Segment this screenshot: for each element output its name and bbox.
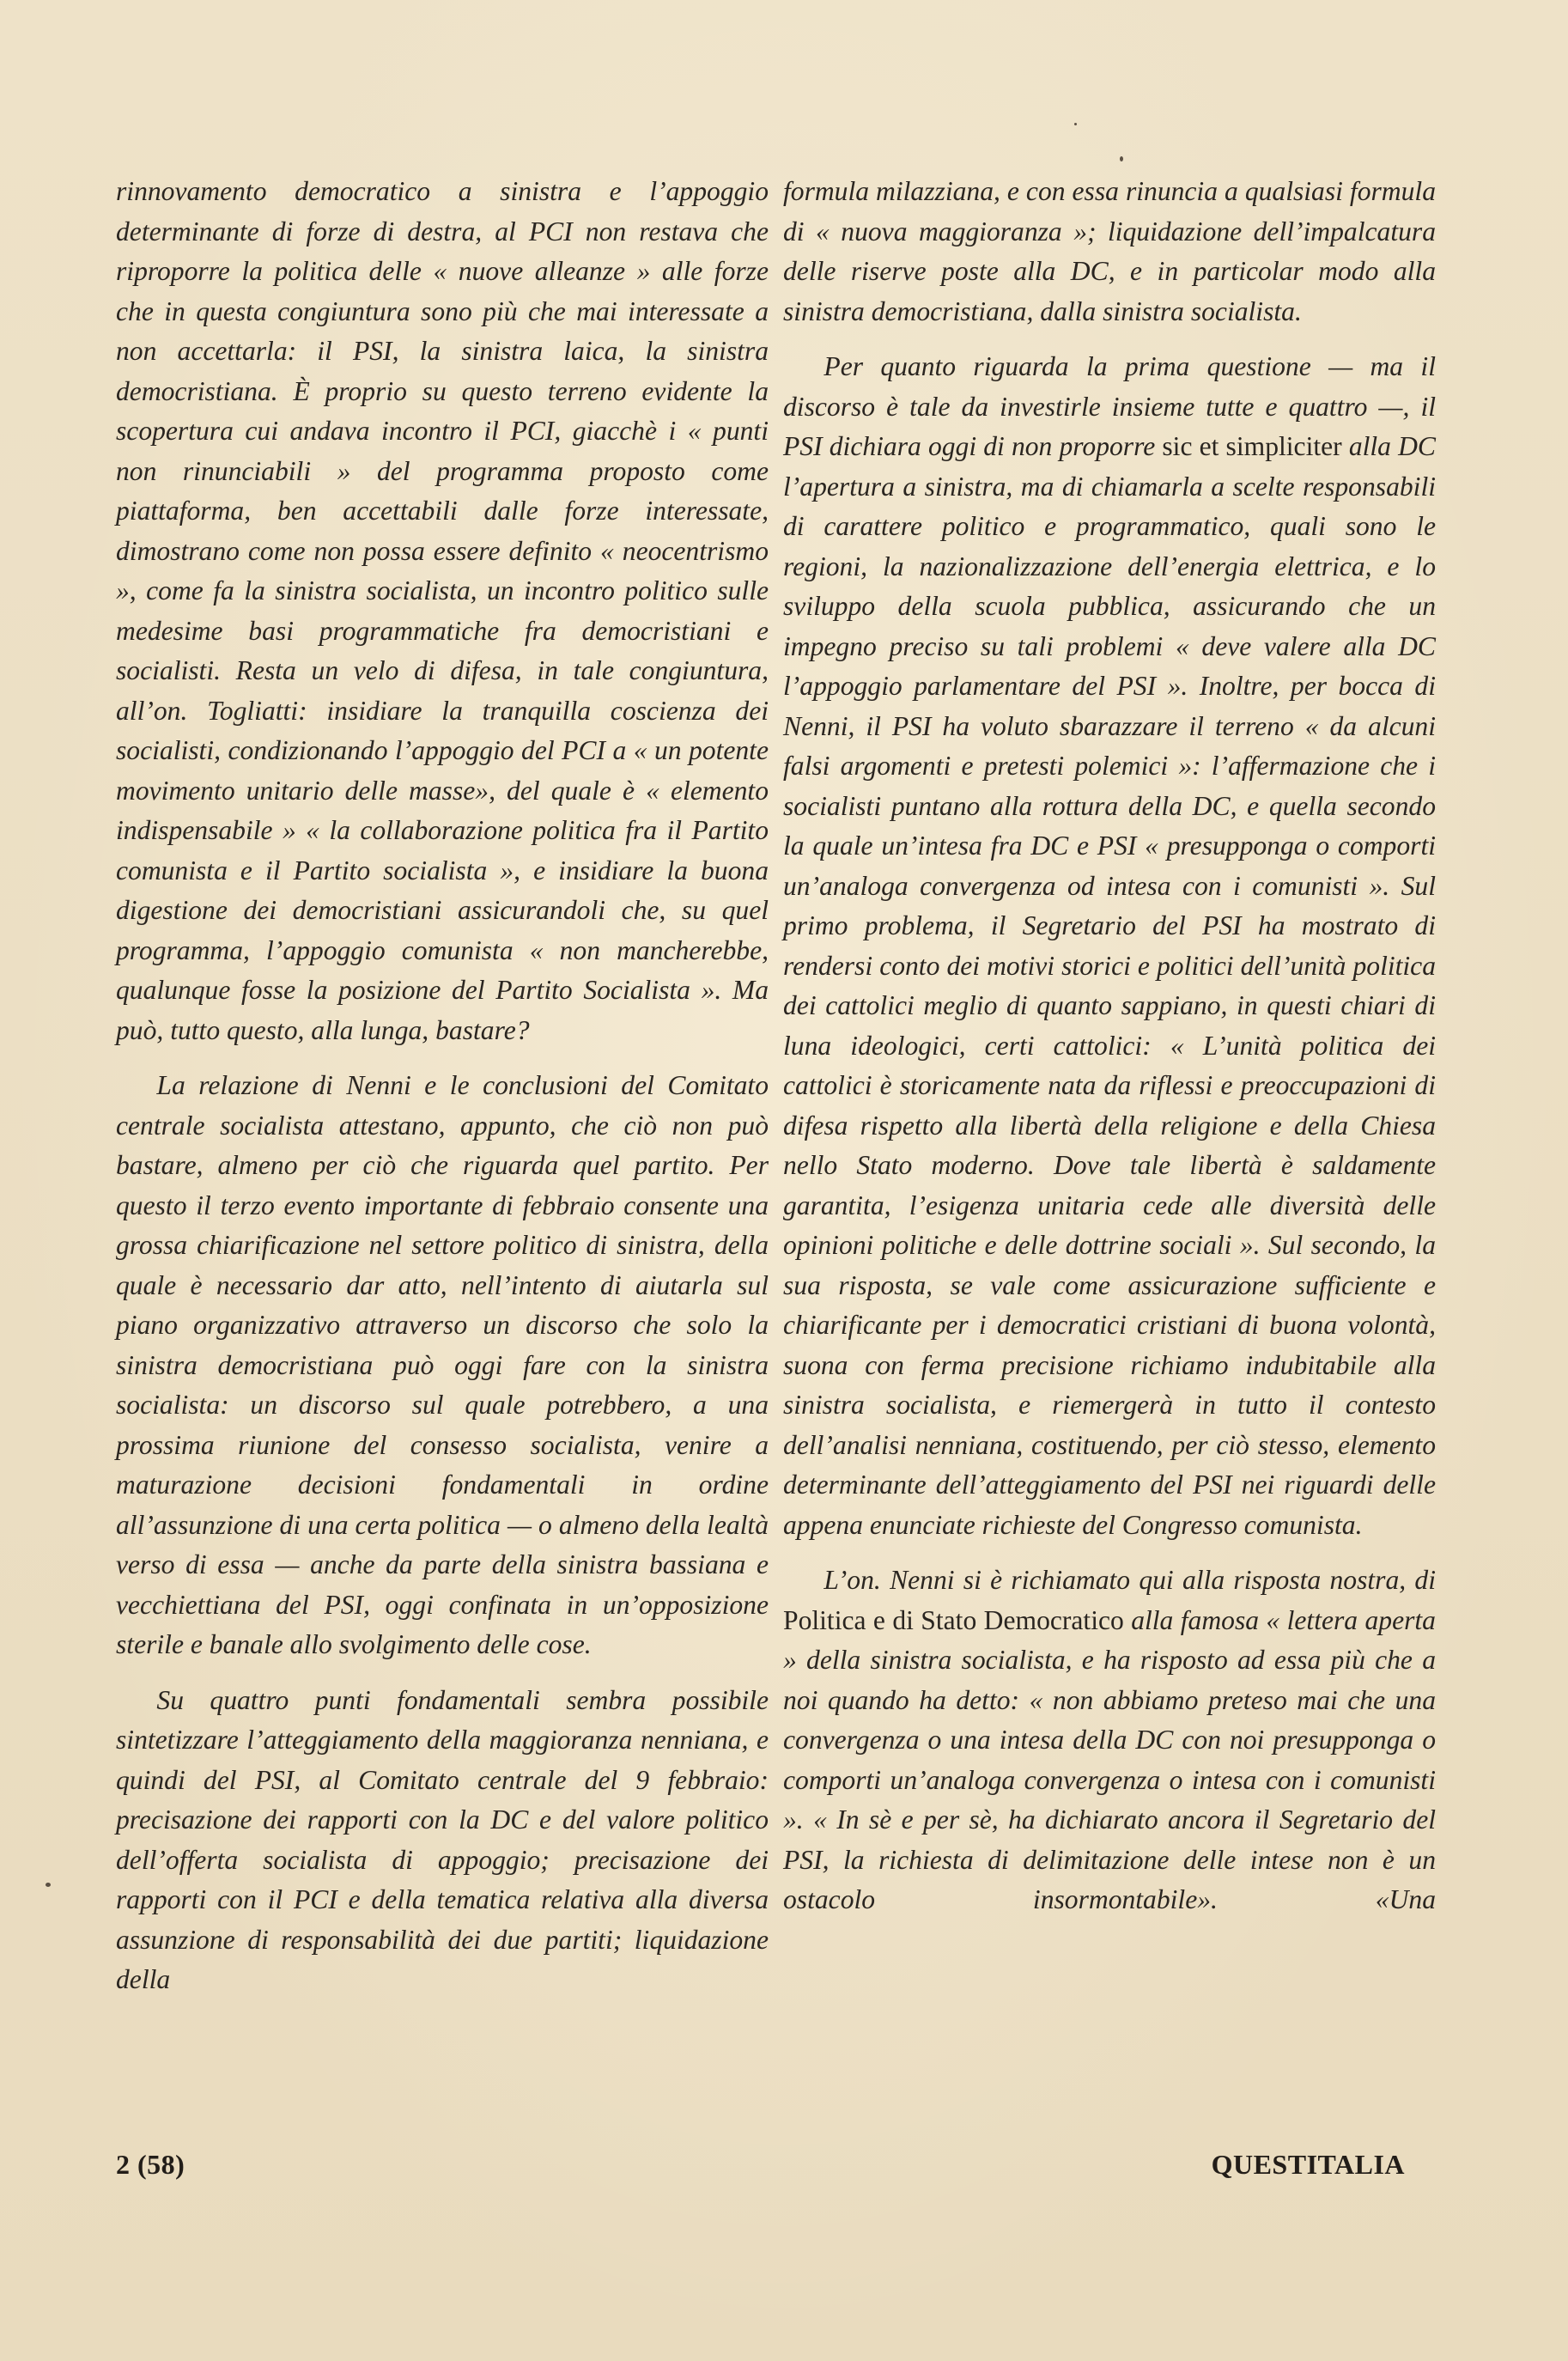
text-run: Per quanto riguarda la prima questione — ma il discorso è tale da investirle insieme tutte e quattro —, il PSI dichiara oggi di non proporre — [783, 351, 1436, 461]
text-run: alla famosa « lettera aperta » della sinistra socialista, e ha risposto ad essa più che a noi quando ha detto: « non abbiamo preteso mai che una convergenza o una intesa della DC con noi presupponga o comporti un’analoga convergenza o intesa con i comunisti ». « In sè e per sè, ha dichiarato ancora il Segretario del PSI, la richiesta di delimitazione delle intese non è un ostacolo insormontabile». «Una — [783, 1604, 1436, 1914]
article-paragraph — [116, 172, 769, 1050]
roman-text-run: Politica e di Stato Democratico — [783, 1604, 1124, 1635]
text-run: La relazione di Nenni e le conclusioni del Comitato centrale socialista attestano, appunto, che ciò non può bastare, almeno per ciò che riguarda quel partito. Per questo il terzo evento importante di febbraio consente una grossa chiarificazione nel settore politico di sinistra, della quale è necessario dar atto, nell’intento di aiutarla sul piano organizzativo attraverso un discorso che solo la sinistra democristiana può oggi fare con la sinistra socialista: un discorso sul quale potrebbero, a una prossima riunione del consesso socialista, venire a maturazione decisioni fondamentali in ordine all’assunzione di una certa politica — o almeno della lealtà verso di essa — anche da parte della sinistra bassiana e vecchiettiana del PSI, oggi confinata in un’opposizione sterile e banale allo svolgimento delle cose. — [116, 1070, 769, 1659]
article-paragraph — [116, 1066, 769, 1665]
text-run: alla DC l’apertura a sinistra, ma di chiamarla a scelte responsabili di carattere politico e programmatico, quali sono le regioni, la nazionalizzazione dell’energia elettrica, e lo sviluppo della scuola pubblica, assicurando che un impegno preciso su tali problemi « deve valere alla DC l’appoggio parlamentare del PSI ». Inoltre, per bocca di Nenni, il PSI ha voluto sbarazzare il terreno « da alcuni falsi argomenti e pretesti polemici »: l’affermazione che i socialisti puntano alla rottura della DC, e quella secondo la quale un’intesa fra DC e PSI « presupponga o comporti un’analoga convergenza od intesa con i comunisti ». Sul primo problema, il Segretario del PSI ha mostrato di rendersi conto dei motivi storici e politici dell’unità politica dei cattolici meglio di quanto sappiano, in questi chiari di luna ideologici, certi cattolici: « L’unità politica dei cattolici è storicamente nata da riflessi e preoccupazioni di difesa rispetto alla libertà della religione e della Chiesa nello Stato moderno. Dove tale libertà è saldamente garantita, l’esigenza unitaria cede alle diversità delle opinioni politiche e delle dottrine sociali ». Sul secondo, la sua risposta, se vale come assicurazione sufficiente e chiarificante per i democratici cristiani di buona volontà, suona con ferma precisione richiamo indubitabile alla sinistra socialista, e riemergerà in tutto il contesto dell’analisi nenniana, costituendo, per ciò stesso, elemento determinante dell’atteggiamento del PSI nei riguardi delle appena enunciate richieste del Congresso comunista. — [783, 431, 1436, 1540]
text-run: formula milazziana, e con essa rinuncia a qualsiasi formula di « nuova maggioranza »; liquidazione dell’impalcatura delle riserve poste alla DC, e in particolar modo alla sinistra democristiana, dalla sinistra socialista. — [783, 176, 1436, 326]
roman-text-run: sic et simpliciter — [1162, 431, 1342, 461]
left-column — [116, 172, 769, 2000]
article-paragraph — [116, 1681, 769, 2000]
article-paragraph — [783, 1561, 1436, 1920]
publication-name: QUESTITALIA — [1211, 2149, 1405, 2180]
article-paragraph — [783, 172, 1436, 332]
text-run: rinnovamento democratico a sinistra e l’appoggio determinante di forze di destra, al PCI non restava che riproporre la politica delle « nuove alleanze » alle forze che in questa congiuntura sono più che mai interessate a non accettarla: il PSI, la sinistra laica, la sinistra democristiana. È proprio su questo terreno evidente la scopertura cui andava incontro il PCI, giacchè i « punti non rinunciabili » del programma proposto come piattaforma, ben accettabili dalle forze interessate, dimostrano come non possa essere definito « neocentrismo », come fa la sinistra socialista, un incontro politico sulle medesime basi programmatiche fra democristiani e socialisti. Resta un velo di difesa, in tale congiuntura, all’on. Togliatti: insidiare la tranquilla coscienza dei socialisti, condizionando l’appoggio del PCI a « un potente movimento unitario delle masse», del quale è « elemento indispensabile » « la collaborazione politica fra il Partito comunista e il Partito socialista », e insidiare la buona digestione dei democristiani assicurandoli che, su quel programma, l’appoggio comunista « non mancherebbe, qualunque fosse la posizione del Partito Socialista ». Ma può, tutto questo, alla lunga, bastare? — [116, 176, 769, 1045]
text-run: Su quattro punti fondamentali sembra possibile sintetizzare l’atteggiamento della maggioranza nenniana, e quindi del PSI, al Comitato centrale del 9 febbraio: precisazione dei rapporti con la DC e del valore politico dell’offerta socialista di appoggio; precisazione dei rapporti con il PCI e della tematica relativa alla diversa assunzione di responsabilità dei due partiti; liquidazione della — [116, 1684, 769, 1994]
page-number: 2 (58) — [116, 2149, 185, 2180]
paper-speck — [1074, 123, 1077, 125]
right-column — [783, 172, 1436, 1920]
text-run: L’on. Nenni si è richiamato qui alla risposta nostra, di — [824, 1565, 1436, 1595]
paper-speck — [1120, 156, 1123, 161]
article-paragraph — [783, 347, 1436, 1545]
paper-speck — [46, 1883, 51, 1887]
